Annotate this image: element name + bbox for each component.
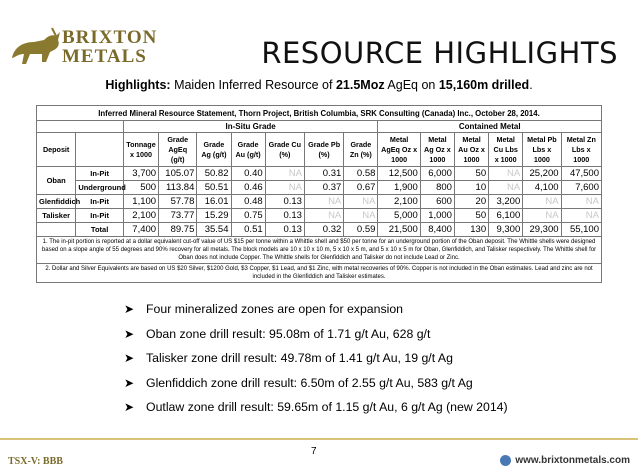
list-item — [124, 323, 508, 345]
value-cell: 50.51 — [197, 181, 231, 195]
arrow-bullet-icon: ➤ — [124, 351, 135, 365]
value-cell: 1,900 — [378, 181, 420, 195]
value-cell: NA — [304, 209, 343, 223]
value-cell: NA — [265, 167, 304, 181]
brand-name — [62, 28, 157, 66]
footer-divider — [0, 438, 638, 440]
header-cell: Grade Ag (g/t) — [197, 133, 231, 167]
value-cell: NA — [344, 195, 378, 209]
header-cell: Metal AgEq Oz x 1000 — [378, 133, 420, 167]
value-cell: 50 — [454, 167, 488, 181]
header-cell: Grade AgEq (g/t) — [159, 133, 197, 167]
resource-table — [36, 105, 602, 283]
value-cell: 50.82 — [197, 167, 231, 181]
table-caption-row — [37, 106, 602, 121]
resource-table-container — [36, 105, 602, 283]
value-cell: 7,600 — [561, 181, 601, 195]
list-item — [124, 298, 508, 320]
value-cell: 500 — [123, 181, 158, 195]
value-cell: NA — [489, 181, 523, 195]
value-cell: 89.75 — [159, 223, 197, 237]
value-cell: 20 — [454, 195, 488, 209]
header-cell: Grade Pb (%) — [304, 133, 343, 167]
header-cell: Grade Cu (%) — [265, 133, 304, 167]
brand-line1: BRIXTON — [62, 27, 158, 48]
type-cell: In-Pit — [76, 167, 124, 181]
value-cell: 0.40 — [231, 167, 265, 181]
header-cell — [76, 133, 124, 167]
value-cell: 47,500 — [561, 167, 601, 181]
bullet-text: Glenfiddich zone drill result: 6.50m of 2.55 g/t Au, 583 g/t Ag — [146, 375, 473, 390]
header-cell: Metal Cu Lbs x 1000 — [489, 133, 523, 167]
value-cell: 1,100 — [123, 195, 158, 209]
deposit-cell — [37, 223, 76, 237]
deposit-cell: Glenfiddich — [37, 195, 76, 209]
bullet-text: Outlaw zone drill result: 59.65m of 1.15 g/t Au, 6 g/t Ag (new 2014) — [146, 400, 508, 414]
type-cell: Total — [76, 223, 124, 237]
table-group-row — [37, 121, 602, 133]
value-cell: 12,500 — [378, 167, 420, 181]
header-cell: Grade Au (g/t) — [231, 133, 265, 167]
value-cell: 73.77 — [159, 209, 197, 223]
value-cell: 9,300 — [489, 223, 523, 237]
value-cell: 57.78 — [159, 195, 197, 209]
table-note-row — [37, 237, 602, 264]
table-note: 1. The in-pit portion is reported at a dollar equivalent cut-off value of US $15 per tonne within a Whittle shell and $50 per tonne for an underground portion of the Oban deposit. The Whittle shells were designed based on a slope angle of 55 degrees and 90% recovery for all metals. The block models are 10 x 10 x 10 m, 5 x 10 x 5 m, and 5 x 10 x 5 m for Oban, Glenfiddich, and Talisker respectively. The Whittle shell for Oban does not include Copper. The Whittle shells for Glenfiddich and Talisker do not include Lead or Zinc. — [37, 237, 602, 264]
value-cell: 600 — [420, 195, 454, 209]
group-insitu: In-Situ Grade — [123, 121, 378, 133]
value-cell: 6,000 — [420, 167, 454, 181]
table-body — [37, 167, 602, 237]
header-cell: Tonnage x 1000 — [123, 133, 158, 167]
value-cell: 0.58 — [344, 167, 378, 181]
type-cell: In-Pit — [76, 209, 124, 223]
highlights-resource: 21.5Moz — [335, 78, 385, 92]
value-cell: NA — [561, 209, 601, 223]
list-item — [124, 396, 508, 418]
highlights-text2: AgEq on — [387, 78, 436, 92]
value-cell: 130 — [454, 223, 488, 237]
value-cell: 3,700 — [123, 167, 158, 181]
value-cell: NA — [265, 181, 304, 195]
table-note-row — [37, 264, 602, 283]
value-cell: 25,200 — [523, 167, 561, 181]
highlights-end: . — [529, 78, 533, 92]
value-cell: 0.67 — [344, 181, 378, 195]
ticker-symbol: TSX-V: BBB — [8, 456, 63, 467]
value-cell: 50 — [454, 209, 488, 223]
value-cell: 29,300 — [523, 223, 561, 237]
brand-line2: METALS — [62, 46, 147, 67]
list-item — [124, 372, 508, 394]
highlights-line — [0, 78, 638, 92]
header-cell: Metal Au Oz x 1000 — [454, 133, 488, 167]
value-cell: NA — [304, 195, 343, 209]
type-cell: In-Pit — [76, 195, 124, 209]
table-row — [37, 181, 602, 195]
arrow-bullet-icon: ➤ — [124, 400, 135, 414]
table-note: 2. Dollar and Silver Equivalents are based on US $20 Silver, $1200 Gold, $3 Copper, $1 Lead, and $1 Zinc, with metal recoveries of 90%. Copper is not included in the Oban estimates. Lead and zinc are not included in the Glenfiddich and Talisker estimates. — [37, 264, 602, 283]
value-cell: 15.29 — [197, 209, 231, 223]
table-row — [37, 223, 602, 237]
group-contained: Contained Metal — [378, 121, 602, 133]
list-item — [124, 347, 508, 369]
highlights-text1: Maiden Inferred Resource of — [174, 78, 333, 92]
value-cell: 0.13 — [265, 223, 304, 237]
page-number: 7 — [311, 446, 317, 457]
bullet-text: Four mineralized zones are open for expansion — [146, 302, 404, 316]
bullet-list — [124, 298, 508, 421]
value-cell: 0.51 — [231, 223, 265, 237]
website-text: www.brixtonmetals.com — [515, 455, 630, 466]
value-cell: 4,100 — [523, 181, 561, 195]
website-link[interactable] — [500, 455, 630, 466]
value-cell: 105.07 — [159, 167, 197, 181]
deposit-cell: Oban — [37, 167, 76, 195]
value-cell: 0.75 — [231, 209, 265, 223]
header-cell: Metal Ag Oz x 1000 — [420, 133, 454, 167]
value-cell: 0.59 — [344, 223, 378, 237]
value-cell: NA — [523, 195, 561, 209]
value-cell: 0.31 — [304, 167, 343, 181]
highlights-label: Highlights: — [105, 78, 171, 92]
type-cell: Underground — [76, 181, 124, 195]
table-row — [37, 195, 602, 209]
deposit-cell: Talisker — [37, 209, 76, 223]
bullet-text: Oban zone drill result: 95.08m of 1.71 g/t Au, 628 g/t — [146, 326, 431, 341]
value-cell: 1,000 — [420, 209, 454, 223]
value-cell: 2,100 — [378, 195, 420, 209]
bullet-text: Talisker zone drill result: 49.78m of 1.41 g/t Au, 19 g/t Ag — [146, 351, 453, 365]
value-cell: 113.84 — [159, 181, 197, 195]
table-header-row — [37, 133, 602, 167]
value-cell: 0.13 — [265, 195, 304, 209]
value-cell: 2,100 — [123, 209, 158, 223]
value-cell: 8,400 — [420, 223, 454, 237]
value-cell: 6,100 — [489, 209, 523, 223]
value-cell: 800 — [420, 181, 454, 195]
arrow-bullet-icon: ➤ — [124, 326, 135, 341]
value-cell: NA — [489, 167, 523, 181]
value-cell: 16.01 — [197, 195, 231, 209]
value-cell: 0.13 — [265, 209, 304, 223]
value-cell: 55,100 — [561, 223, 601, 237]
value-cell: 21,500 — [378, 223, 420, 237]
header-cell: Grade Zn (%) — [344, 133, 378, 167]
value-cell: 0.32 — [304, 223, 343, 237]
header-cell: Metal Pb Lbs x 1000 — [523, 133, 561, 167]
value-cell: 7,400 — [123, 223, 158, 237]
globe-icon — [500, 455, 511, 466]
page-title: RESOURCE HIGHLIGHTS — [261, 36, 618, 70]
value-cell: NA — [344, 209, 378, 223]
value-cell: 3,200 — [489, 195, 523, 209]
value-cell: NA — [561, 195, 601, 209]
header-cell: Metal Zn Lbs x 1000 — [561, 133, 601, 167]
value-cell: 5,000 — [378, 209, 420, 223]
value-cell: 0.37 — [304, 181, 343, 195]
table-caption: Inferred Mineral Resource Statement, Thorn Project, British Columbia, SRK Consulting (Canada) Inc., October 28, 2014. — [37, 106, 602, 121]
value-cell: 0.46 — [231, 181, 265, 195]
arrow-bullet-icon: ➤ — [124, 375, 135, 390]
value-cell: 10 — [454, 181, 488, 195]
table-row — [37, 209, 602, 223]
arrow-bullet-icon: ➤ — [124, 302, 135, 316]
highlights-drilled: 15,160m drilled — [438, 78, 530, 92]
table-row — [37, 167, 602, 181]
value-cell: 35.54 — [197, 223, 231, 237]
value-cell: 0.48 — [231, 195, 265, 209]
header-cell: Deposit — [37, 133, 76, 167]
value-cell: NA — [523, 209, 561, 223]
